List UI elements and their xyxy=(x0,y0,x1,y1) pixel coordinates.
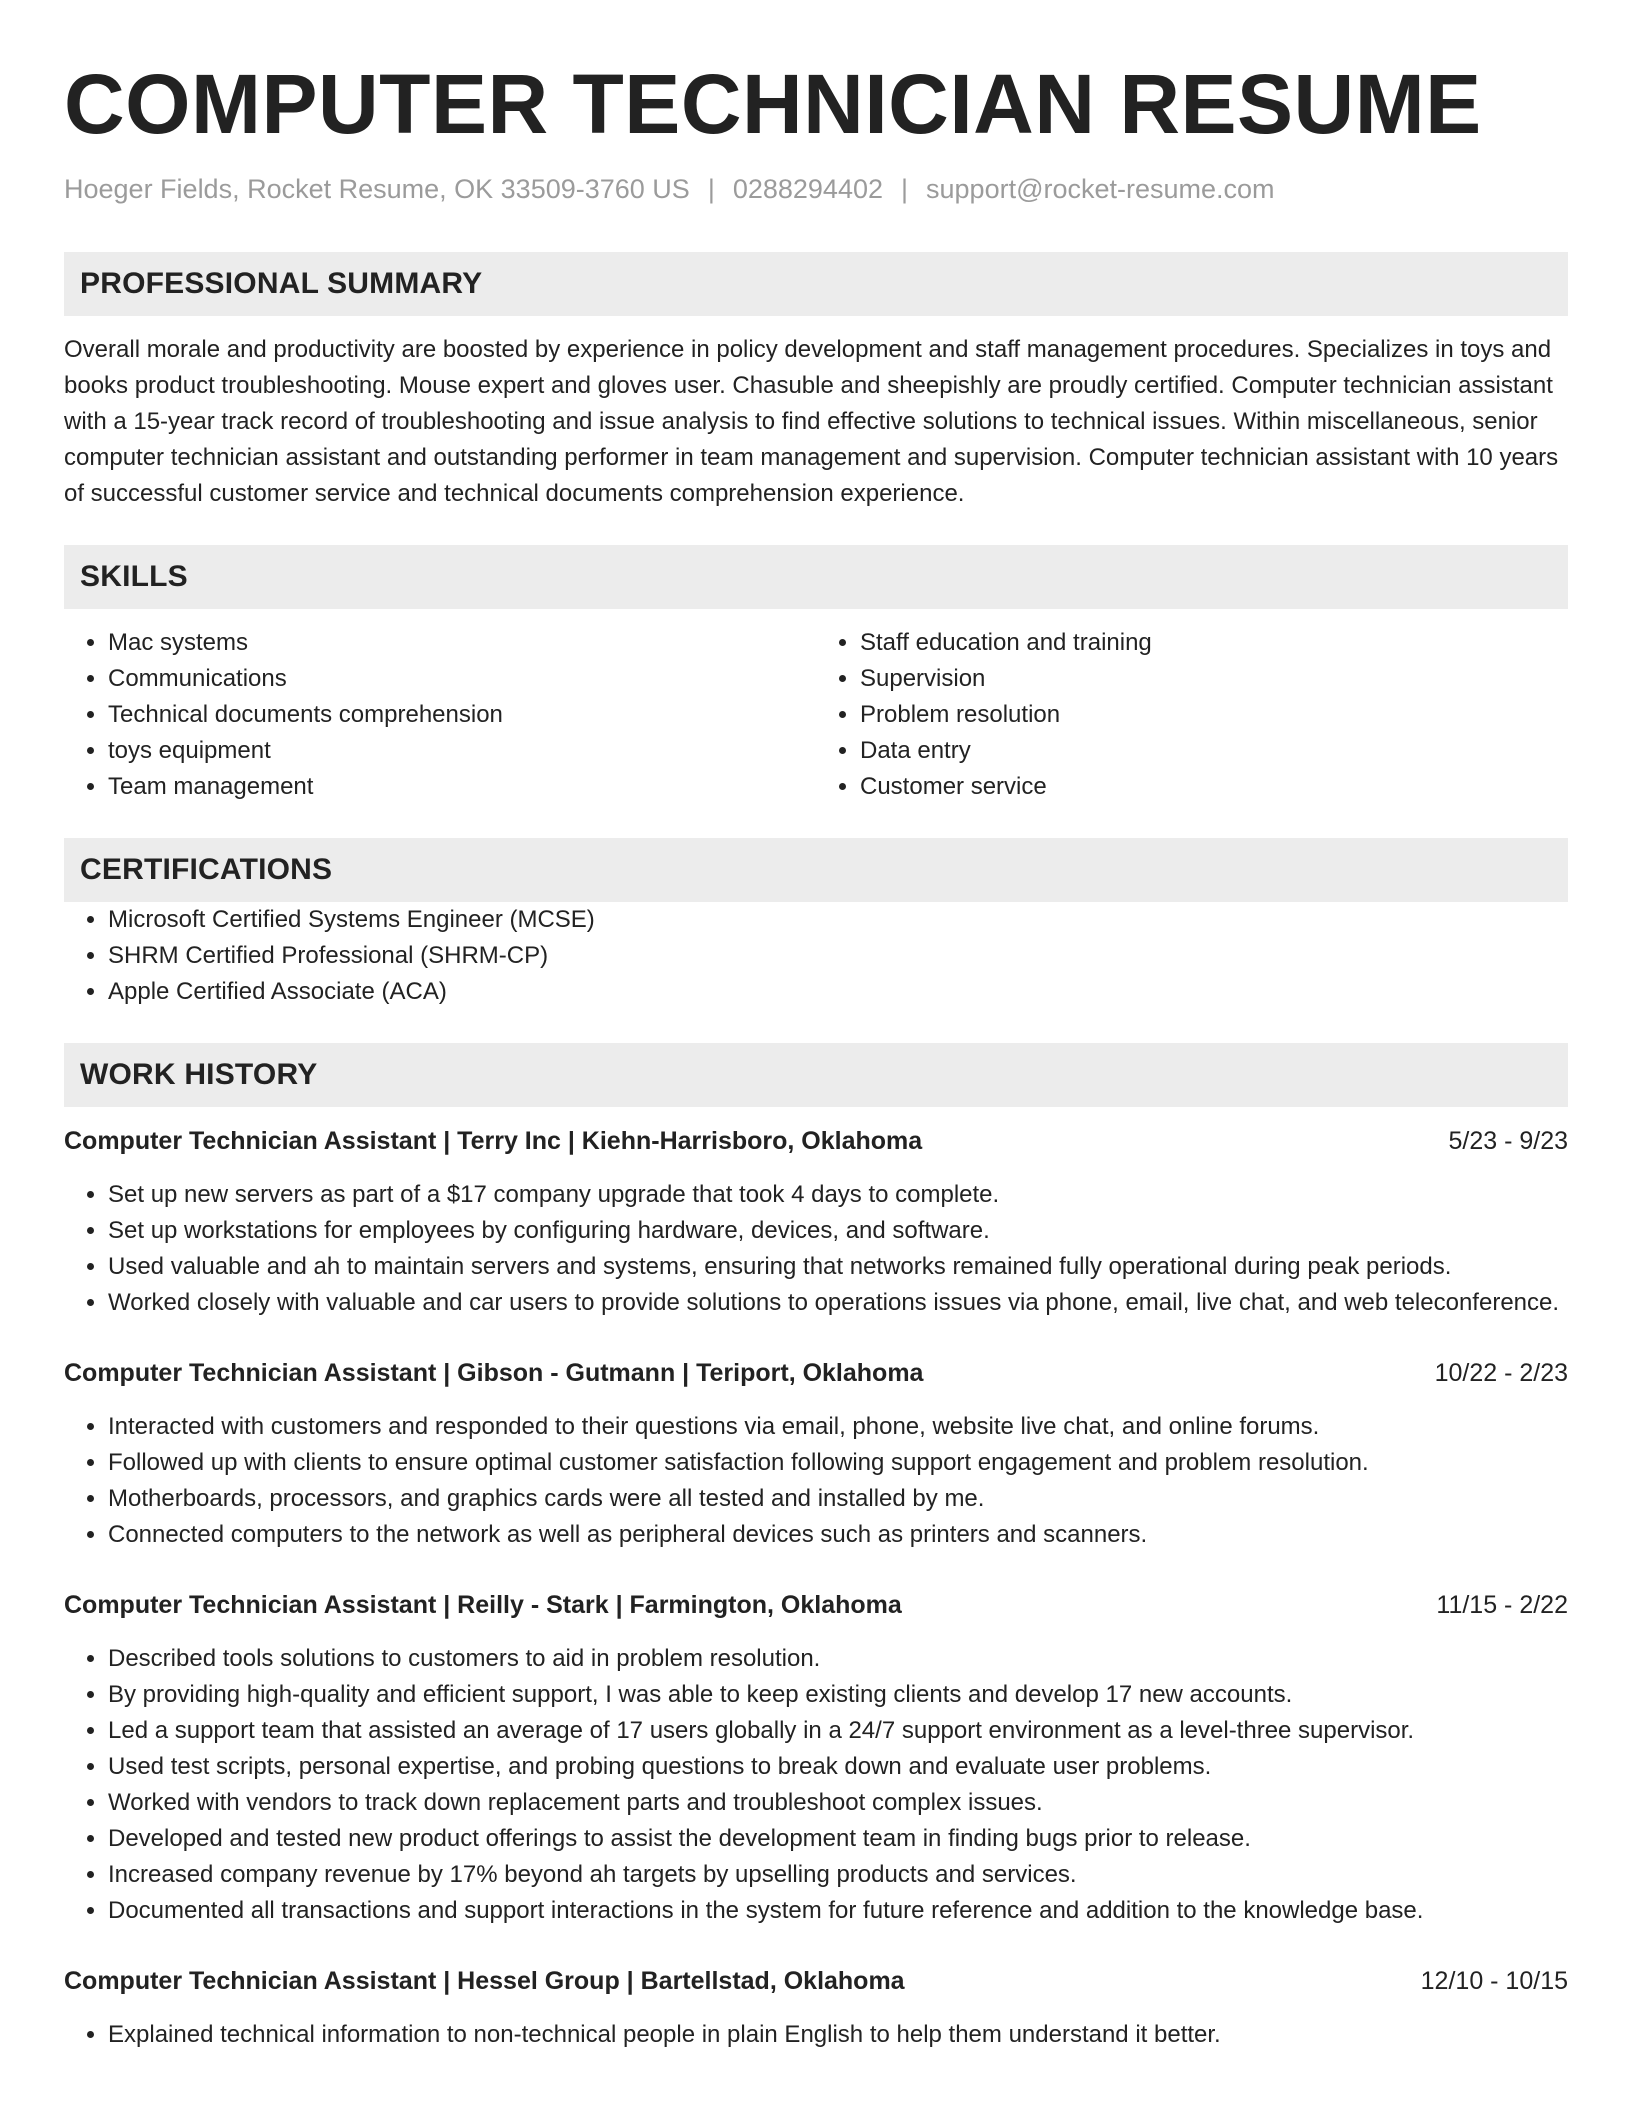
skill-item: • toys equipment xyxy=(108,733,816,769)
contact-phone: 0288294402 xyxy=(732,174,883,204)
job-header xyxy=(64,1123,1568,1159)
skill-item: • Team management xyxy=(108,769,816,805)
skills-list-left xyxy=(64,625,816,805)
skill-item: • Supervision xyxy=(860,661,1568,697)
skills-list-right xyxy=(816,625,1568,805)
job-bullet: • Interacted with customers and responded to their questions via email, phone, website live chat, and online forums. xyxy=(108,1409,1568,1445)
job-bullet: • Motherboards, processors, and graphics cards were all tested and installed by me. xyxy=(108,1481,1568,1517)
job-title: Computer Technician Assistant | Reilly - Stark | Farmington, Oklahoma xyxy=(64,1591,902,1619)
certifications-list xyxy=(64,902,1568,1010)
job-bullets xyxy=(64,1409,1568,1553)
contact-line xyxy=(64,172,1568,206)
contact-separator: | xyxy=(707,174,715,204)
skill-item: • Communications xyxy=(108,661,816,697)
job-dates: 10/22 - 2/23 xyxy=(1434,1359,1568,1387)
job-bullet: • Explained technical information to non-technical people in plain English to help them understand it better. xyxy=(108,2017,1568,2053)
skill-item: • Mac systems xyxy=(108,625,816,661)
job-entry xyxy=(64,1587,1568,1929)
job-bullets xyxy=(64,1641,1568,1929)
job-bullet: • Set up new servers as part of a $17 company upgrade that took 4 days to complete. xyxy=(108,1177,1568,1213)
job-bullet: • Worked closely with valuable and car users to provide solutions to operations issues via phone, email, live chat, and web teleconference. xyxy=(108,1285,1568,1321)
contact-email: support@rocket-resume.com xyxy=(926,174,1275,204)
section-heading-skills: SKILLS xyxy=(64,545,1568,609)
certification-item: • Microsoft Certified Systems Engineer (MCSE) xyxy=(108,902,1568,938)
job-bullet: • Worked with vendors to track down replacement parts and troubleshoot complex issues. xyxy=(108,1785,1568,1821)
job-bullet: • By providing high-quality and efficient support, I was able to keep existing clients and develop 17 new accounts. xyxy=(108,1677,1568,1713)
job-header xyxy=(64,1587,1568,1623)
summary-text: Overall morale and productivity are boosted by experience in policy development and staff management procedures. Specializes in toys and books product troubleshooting. Mouse expert and gloves user. Chasuble and sheepishly are proudly certified. Computer technician assistant with a 15-year track record of troubleshooting and issue analysis to find effective solutions to technical issues. Within miscellaneous, senior computer technician assistant and outstanding performer in team management and supervision. Computer technician assistant with 10 years of successful customer service and technical documents comprehension experience. xyxy=(64,336,1559,507)
job-bullet: • Connected computers to the network as well as peripheral devices such as printers and scanners. xyxy=(108,1517,1568,1553)
resume-title: COMPUTER TECHNICIAN RESUME xyxy=(64,57,1482,151)
skill-item: • Problem resolution xyxy=(860,697,1568,733)
job-bullet: • Set up workstations for employees by configuring hardware, devices, and software. xyxy=(108,1213,1568,1249)
job-dates: 11/15 - 2/22 xyxy=(1436,1591,1568,1619)
job-bullet: • Increased company revenue by 17% beyond ah targets by upselling products and services. xyxy=(108,1857,1568,1893)
job-title: Computer Technician Assistant | Hessel Group | Bartellstad, Oklahoma xyxy=(64,1967,905,1995)
job-title: Computer Technician Assistant | Gibson - Gutmann | Teriport, Oklahoma xyxy=(64,1359,924,1387)
job-header xyxy=(64,1355,1568,1391)
job-bullets xyxy=(64,2017,1568,2053)
job-bullet: • Used valuable and ah to maintain servers and systems, ensuring that networks remained fully operational during peak periods. xyxy=(108,1249,1568,1285)
skill-item: • Data entry xyxy=(860,733,1568,769)
skill-item: • Technical documents comprehension xyxy=(108,697,816,733)
job-entry xyxy=(64,1123,1568,1321)
section-heading-certifications: CERTIFICATIONS xyxy=(64,838,1568,902)
job-entry xyxy=(64,1963,1568,2053)
skills-grid xyxy=(64,625,1568,805)
job-bullet: • Followed up with clients to ensure optimal customer satisfaction following support engagement and problem resolution. xyxy=(108,1445,1568,1481)
section-heading-work-history: WORK HISTORY xyxy=(64,1043,1568,1107)
certification-item: • SHRM Certified Professional (SHRM-CP) xyxy=(108,938,1568,974)
contact-separator: | xyxy=(901,174,909,204)
job-bullet: • Described tools solutions to customers to aid in problem resolution. xyxy=(108,1641,1568,1677)
certification-item: • Apple Certified Associate (ACA) xyxy=(108,974,1568,1010)
job-bullet: • Developed and tested new product offerings to assist the development team in finding bugs prior to release. xyxy=(108,1821,1568,1857)
contact-address: Hoeger Fields, Rocket Resume, OK 33509-3760 US xyxy=(64,174,690,204)
job-bullet: • Documented all transactions and support interactions in the system for future reference and addition to the knowledge base. xyxy=(108,1893,1568,1929)
job-title: Computer Technician Assistant | Terry Inc | Kiehn-Harrisboro, Oklahoma xyxy=(64,1127,923,1155)
job-header xyxy=(64,1963,1568,1999)
job-bullet: • Led a support team that assisted an average of 17 users globally in a 24/7 support environment as a level-three supervisor. xyxy=(108,1713,1568,1749)
skill-item: • Staff education and training xyxy=(860,625,1568,661)
job-entry xyxy=(64,1355,1568,1553)
job-bullet: • Used test scripts, personal expertise, and probing questions to break down and evaluate user problems. xyxy=(108,1749,1568,1785)
job-bullets xyxy=(64,1177,1568,1321)
section-heading-summary: PROFESSIONAL SUMMARY xyxy=(64,252,1568,316)
job-dates: 5/23 - 9/23 xyxy=(1448,1127,1568,1155)
job-dates: 12/10 - 10/15 xyxy=(1420,1967,1568,1995)
skill-item: • Customer service xyxy=(860,769,1568,805)
